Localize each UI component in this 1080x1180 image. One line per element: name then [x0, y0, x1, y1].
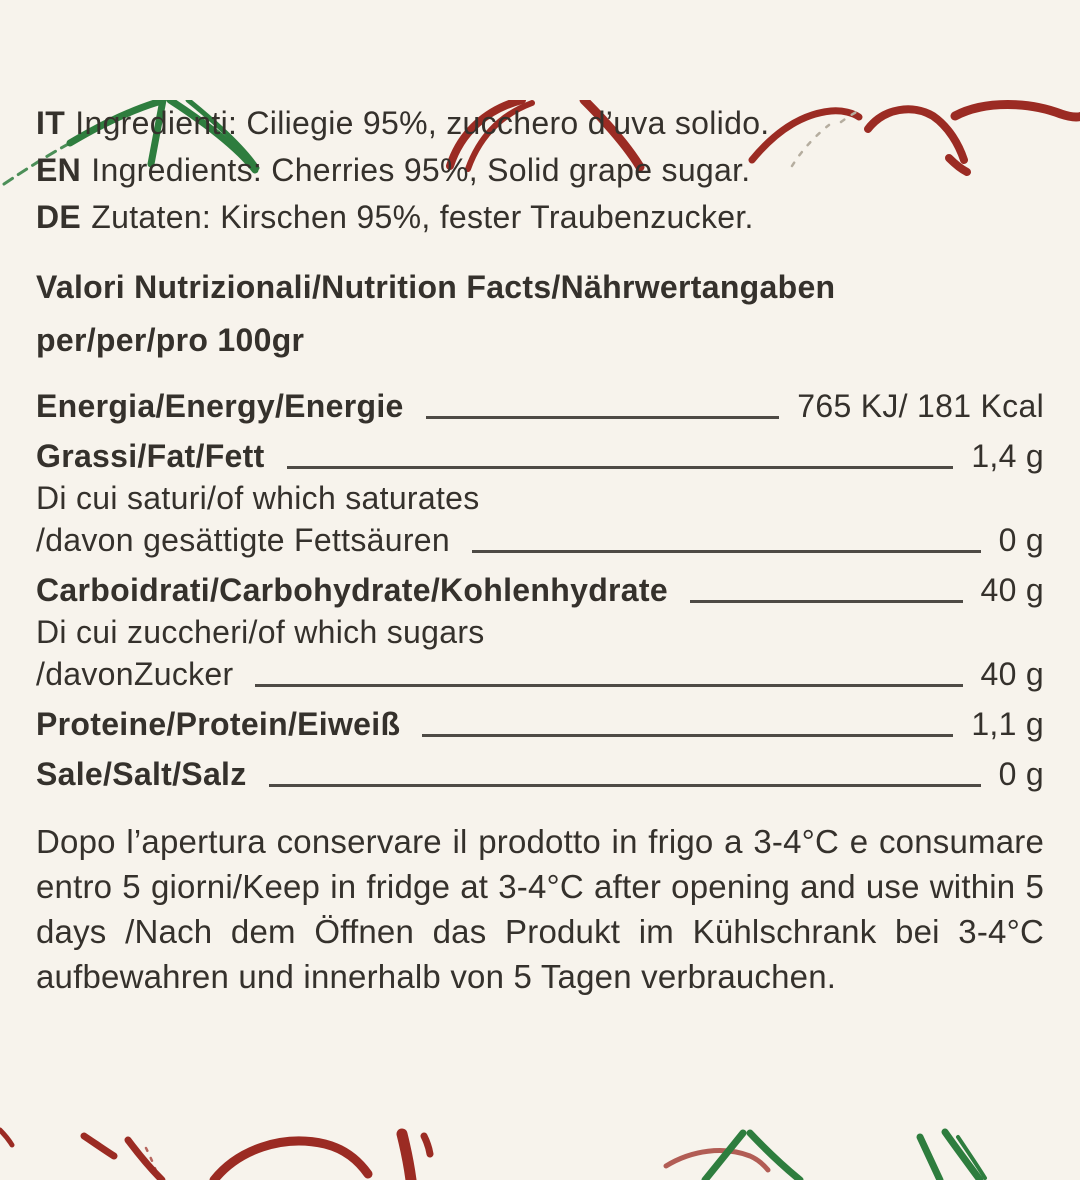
- nutrition-row-sugars-label: [36, 611, 1044, 653]
- nutrition-row-protein: [36, 703, 1044, 745]
- leader-line: [269, 784, 981, 787]
- ingredient-text-de: Zutaten: Kirschen 95%, fester Traubenzucker.: [91, 199, 754, 235]
- nutrient-label: /davon gesättigte Fettsäuren: [36, 522, 450, 558]
- ingredient-text-en: Ingredients: Cherries 95%, Solid grape sugar.: [91, 152, 751, 188]
- nutrient-label: Sale/Salt/Salz: [36, 756, 247, 792]
- leader-line: [422, 734, 953, 737]
- ingredient-line-de: [36, 194, 1044, 241]
- label-content: [0, 100, 1080, 999]
- nutrition-facts-section: [36, 267, 1044, 795]
- nutrition-row-saturates-value: [36, 519, 1044, 561]
- nutrient-label: Di cui saturi/of which saturates: [36, 480, 480, 516]
- ingredient-line-it: [36, 100, 1044, 147]
- ingredient-text-it: Ingredienti: Ciliegie 95%, zucchero d’uva solido.: [75, 105, 770, 141]
- lang-code-en: EN: [36, 152, 82, 188]
- leader-line: [255, 684, 962, 687]
- nutrient-value: 40 g: [980, 572, 1044, 608]
- nutrition-row-fat: [36, 435, 1044, 477]
- storage-instructions: Dopo l’apertura conservare il prodotto in frigo a 3-4°C e consumare entro 5 giorni/Keep in fridge at 3-4°C after opening and use within 5 days /Nach dem Öffnen das Produkt im Kühlschrank bei 3-4°C aufbewahren und innerhalb von 5 Tagen verbrauchen.: [36, 823, 1044, 995]
- nutrient-value: 1,4 g: [971, 438, 1044, 474]
- nutrient-value: 1,1 g: [971, 706, 1044, 742]
- nutrient-label: /davonZucker: [36, 656, 234, 692]
- nutrition-row-salt: [36, 753, 1044, 795]
- leader-line: [426, 416, 780, 419]
- nutrition-row-carbohydrate: [36, 569, 1044, 611]
- lang-code-de: DE: [36, 199, 82, 235]
- nutrient-label: Grassi/Fat/Fett: [36, 438, 265, 474]
- nutrition-title: Valori Nutrizionali/Nutrition Facts/Nährwertangaben: [36, 269, 836, 305]
- nutrient-value: 0 g: [998, 522, 1044, 558]
- nutrient-label: Carboidrati/Carbohydrate/Kohlenhydrate: [36, 572, 668, 608]
- ingredient-line-en: [36, 147, 1044, 194]
- product-label: [0, 100, 1080, 1180]
- nutrition-table: [36, 385, 1044, 795]
- cherry-illustration-bottom: [0, 1110, 1080, 1180]
- nutrition-row-energy: [36, 385, 1044, 427]
- nutrient-label: Di cui zuccheri/of which sugars: [36, 614, 485, 650]
- nutrient-value: 765 KJ/ 181 Kcal: [797, 388, 1044, 424]
- nutrient-label: Proteine/Protein/Eiweiß: [36, 706, 401, 742]
- nutrition-row-saturates-label: [36, 477, 1044, 519]
- leader-line: [472, 550, 981, 553]
- lang-code-it: IT: [36, 105, 66, 141]
- nutrient-value: 0 g: [998, 756, 1044, 792]
- leader-line: [287, 466, 954, 469]
- nutrition-subtitle: per/per/pro 100gr: [36, 322, 305, 358]
- ingredients-section: [36, 100, 1044, 241]
- nutrient-value: 40 g: [980, 656, 1044, 692]
- nutrition-row-sugars-value: [36, 653, 1044, 695]
- leader-line: [690, 600, 963, 603]
- nutrient-label: Energia/Energy/Energie: [36, 388, 404, 424]
